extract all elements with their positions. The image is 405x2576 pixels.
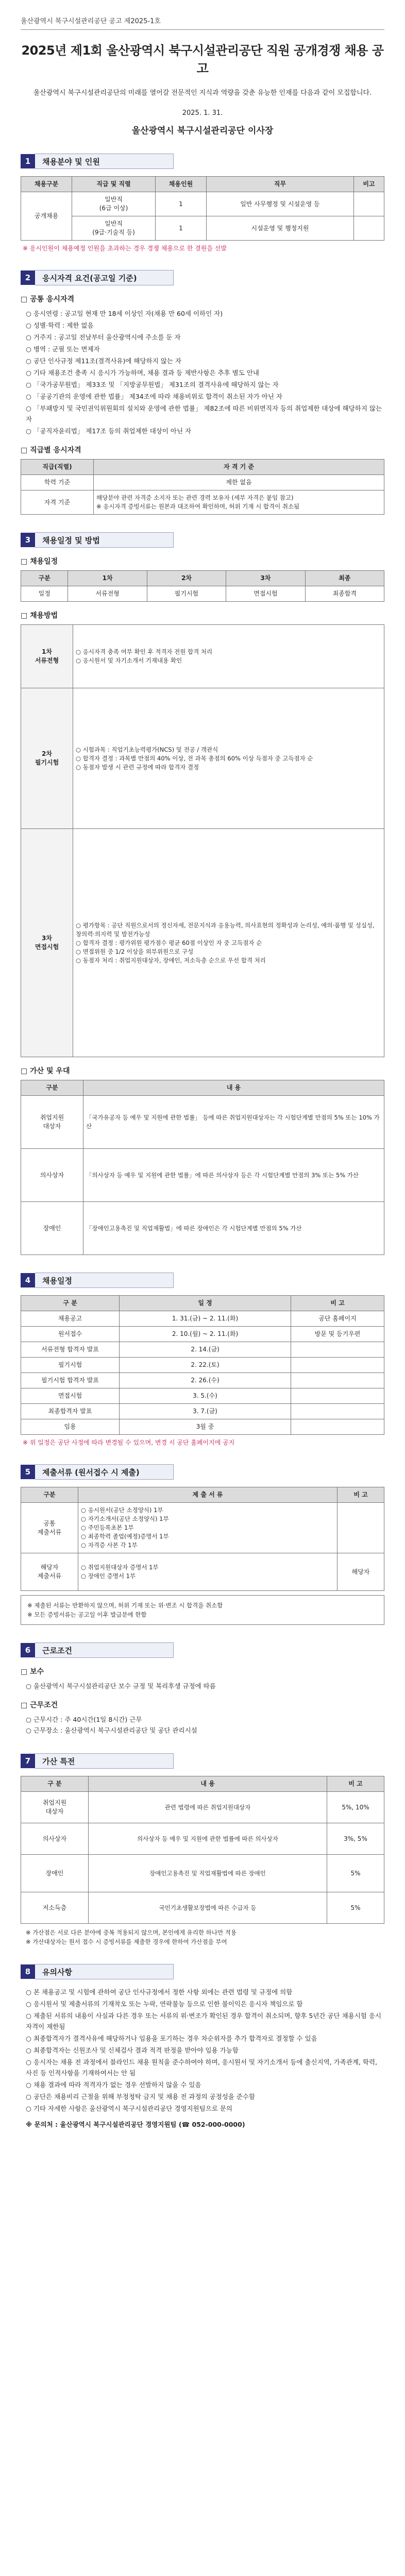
list-item: ○ 「부패방지 및 국민권익위원회의 설치와 운영에 관한 법률」 제82조에 따른 비위면직자 등의 취업제한 대상에 해당하지 않는 자 xyxy=(26,404,382,423)
section-6-header xyxy=(21,1642,384,1658)
col-header: 채용구분 xyxy=(21,177,72,192)
table-row xyxy=(21,1792,384,1823)
list-item: ○ 「국가공무원법」 제33조 및 「지방공무원법」 제31조의 결격사유에 해당하지 않는 자 xyxy=(26,381,279,388)
subheading: □ 가산 및 우대 xyxy=(21,1067,70,1075)
table-row xyxy=(21,1202,384,1255)
cell-note: 방문 및 등기우편 xyxy=(291,1327,384,1342)
notice-page xyxy=(21,0,384,2130)
table-row xyxy=(21,1096,384,1149)
col-header: 직급(직렬) xyxy=(21,460,94,475)
cell-key: 서류전형 합격자 발표 xyxy=(21,1342,120,1358)
cell-value: 장애인고용촉진 및 직업재활법에 따른 장애인 xyxy=(89,1855,327,1892)
cell-value: 「장애인고용촉진 및 직업재활법」에 따른 장애인은 각 시험단계별 만점의 5% 가산 xyxy=(83,1202,384,1255)
cell: 서류전형 xyxy=(68,586,147,602)
section-number: 2 xyxy=(21,270,35,285)
table-row xyxy=(21,1404,384,1419)
recruitment-table xyxy=(21,176,384,241)
cell-key: 저소득층 xyxy=(21,1892,89,1924)
cell-key: 장애인 xyxy=(21,1202,83,1255)
list-item: ○ 성별·학력 : 제한 없음 xyxy=(26,321,94,329)
cell-key: 필기시험 합격자 발표 xyxy=(21,1373,120,1388)
section-title: 응시자격 요건(공고일 기준) xyxy=(35,270,174,285)
col-header: 구분 xyxy=(21,1487,78,1503)
table-row xyxy=(21,192,384,216)
section-4-header xyxy=(21,1273,384,1288)
section-title: 근로조건 xyxy=(35,1642,174,1658)
cell-count: 1 xyxy=(155,192,206,216)
section-3-header xyxy=(21,532,384,548)
subheading: □ 보수 xyxy=(21,1668,44,1676)
section-number: 3 xyxy=(21,533,35,547)
cell-key: 장애인 xyxy=(21,1855,89,1892)
table-row xyxy=(21,1327,384,1342)
cell-value: ○ 취업지원대상자 증명서 1부 ○ 장애인 증명서 1부 xyxy=(78,1553,338,1591)
cell-note: 5% xyxy=(327,1855,384,1892)
table-row xyxy=(21,1311,384,1327)
subheading: □ 채용방법 xyxy=(21,612,58,620)
cell-value: 국민기초생활보장법에 따른 수급자 등 xyxy=(89,1892,327,1924)
cell-value: 관련 법령에 따른 취업지원대상자 xyxy=(89,1792,327,1823)
cell-duty: 일반 사무행정 및 시설운영 등 xyxy=(207,192,354,216)
section-number: 5 xyxy=(21,1465,35,1479)
stage-text: ○ 평가항목 : 공단 직원으로서의 정신자세, 전문지식과 응용능력, 의사표현의 정확성과 논리성, 예의·품행 및 성실성, 창의력·의지력 및 발전가능성 ○ 합격자 결정 : 평가위원 평가점수 평균 60점 이상인 자 중 고득점자 순 ○ 면접위원 중 1/2 이상을 외부위원으로 구성 ○ 동점자 처리 : 취업지원대상자, 장애인, 저소득층 순으로 우선 합격 처리 xyxy=(73,829,384,1057)
table-row xyxy=(21,1553,384,1591)
cell-key: 해당자 제출서류 xyxy=(21,1553,78,1591)
cell: 최종합격 xyxy=(305,586,384,602)
subheading: □ 채용일정 xyxy=(21,557,58,566)
cell-grade: 일반직 (9급·기술직 등) xyxy=(72,216,156,241)
method-table xyxy=(21,624,384,1057)
table-row xyxy=(21,586,384,602)
cell-note: 5%, 10% xyxy=(327,1792,384,1823)
cell-key: 자격 기준 xyxy=(21,490,94,515)
cell-note: 해당자 xyxy=(338,1553,384,1591)
cell-duty: 시설운영 및 행정지원 xyxy=(207,216,354,241)
cell-value: 제한 없음 xyxy=(94,475,384,490)
timeline-table xyxy=(21,1295,384,1435)
cell: 필기시험 xyxy=(147,586,226,602)
col-header: 비 고 xyxy=(338,1487,384,1503)
cell-grade: 일반직 (6급 이상) xyxy=(72,192,156,216)
section-5-header xyxy=(21,1464,384,1480)
stage-text: ○ 응시자격 충족 여부 확인 후 적격자 전원 합격 처리 ○ 응시원서 및 자기소개서 기재내용 확인 xyxy=(73,625,384,688)
table-row xyxy=(21,1358,384,1373)
table-row xyxy=(21,625,384,688)
issuer: 울산광역시 북구시설관리공단 이사장 xyxy=(131,126,274,136)
col-header: 3차 xyxy=(226,571,305,586)
stage-label: 3차 면접시험 xyxy=(21,829,73,1057)
notice-date: 2025. 1. 31. xyxy=(182,109,223,117)
list-item: ○ 「공공기관의 운영에 관한 법률」 제34조에 따라 채용비위로 합격이 취소된 자가 아닌 자 xyxy=(26,393,282,400)
cell-value: 2. 14.(금) xyxy=(120,1342,291,1358)
cell-note xyxy=(338,1503,384,1553)
cell-note xyxy=(353,192,384,216)
list-item: ○ 병역 : 군필 또는 면제자 xyxy=(26,345,100,353)
intro-text: 울산광역시 북구시설관리공단의 미래를 열어갈 전문적인 지식과 역량을 갖춘 유능한 인재를 다음과 같이 모집합니다. xyxy=(33,89,372,97)
col-header: 채용인원 xyxy=(155,177,206,192)
cell-key: 원서접수 xyxy=(21,1327,120,1342)
table-row xyxy=(21,1388,384,1404)
cell-value: 해당분야 관련 자격증 소지자 또는 관련 경력 보유자 (세부 자격은 붙임 참고) ※ 응시자격 증빙서류는 원본과 대조하여 확인하며, 허위 기재 시 합격이 취소됨 xyxy=(94,490,384,515)
col-header: 직무 xyxy=(207,177,354,192)
page-title: 2025년 제1회 울산광역시 북구시설관리공단 직원 공개경쟁 채용 공고 xyxy=(21,43,384,76)
qualification-table xyxy=(21,459,384,515)
table-note: ※ 응시인원이 채용예정 인원을 초과하는 경우 경쟁 채용으로 한 결원을 선발 xyxy=(23,245,227,252)
cell-key: 최종합격자 발표 xyxy=(21,1404,120,1419)
col-header: 구분 xyxy=(21,571,68,586)
table-row xyxy=(21,1342,384,1358)
documents-notes: ※ 제출된 서류는 반환하지 않으며, 허위 기재 또는 위·변조 시 합격을 취소함 ※ 모든 증빙서류는 공고일 이후 발급분에 한함 xyxy=(21,1595,384,1625)
table-row xyxy=(21,1503,384,1553)
cell-value: 3. 7.(금) xyxy=(120,1404,291,1419)
section-number: 6 xyxy=(21,1643,35,1657)
table-row xyxy=(21,1419,384,1435)
list-item: ○ 응시원서 및 제출서류의 기재착오 또는 누락, 연락불능 등으로 인한 불이익은 응시자 책임으로 함 xyxy=(26,2000,303,2008)
section-2-header xyxy=(21,270,384,285)
cell-key: 채용공고 xyxy=(21,1311,120,1327)
list-item: ○ 응시자는 채용 전 과정에서 블라인드 채용 원칙을 준수하여야 하며, 응시원서 및 자기소개서 등에 출신지역, 가족관계, 학력, 사진 등 인적사항을 기재하여서는 안 됨 xyxy=(26,2058,378,2077)
table-row xyxy=(21,490,384,515)
cell-key: 필기시험 xyxy=(21,1358,120,1373)
cell-key: 의사상자 xyxy=(21,1823,89,1855)
cell-count: 1 xyxy=(155,216,206,241)
schedule-table xyxy=(21,570,384,602)
cell-value: ○ 응시원서(공단 소정양식) 1부 ○ 자기소개서(공단 소정양식) 1부 ○ 주민등록초본 1부 ○ 최종학력 졸업(예정)증명서 1부 ○ 자격증 사본 각 1부 xyxy=(78,1503,338,1553)
section-number: 4 xyxy=(21,1273,35,1287)
subheading: □ 직급별 응시자격 xyxy=(21,446,81,454)
stage-label: 1차 서류전형 xyxy=(21,625,73,688)
divider xyxy=(21,29,384,30)
list-item: ○ 최종합격자가 결격사유에 해당하거나 임용을 포기하는 경우 차순위자를 추가 합격자로 결정할 수 있음 xyxy=(26,2035,317,2042)
table-row xyxy=(21,216,384,241)
cell-value: 「의사상자 등 예우 및 지원에 관한 법률」에 따른 의사상자 등은 각 시험단계별 만점의 3% 또는 5% 가산 xyxy=(83,1149,384,1202)
table-row xyxy=(21,1373,384,1388)
col-header: 내 용 xyxy=(83,1080,384,1096)
cell-note xyxy=(291,1342,384,1358)
bonus-table xyxy=(21,1080,384,1255)
pay-text: ○ 울산광역시 북구시설관리공단 보수 규정 및 복리후생 규정에 따름 xyxy=(26,1682,216,1690)
cell: 면접시험 xyxy=(226,586,305,602)
cell-note xyxy=(291,1358,384,1373)
cell-note xyxy=(291,1419,384,1435)
table-row xyxy=(21,475,384,490)
cell-value: 「국가유공자 등 예우 및 지원에 관한 법률」 등에 따른 취업지원대상자는 각 시험단계별 만점의 5% 또는 10% 가산 xyxy=(83,1096,384,1149)
col-header: 비 고 xyxy=(327,1776,384,1792)
section-title: 채용분야 및 인원 xyxy=(35,154,174,169)
section-title: 유의사항 xyxy=(35,1964,174,1979)
list-item: ○ 응시연령 : 공고일 현재 만 18세 이상인 자(채용 만 60세 이하인 자) xyxy=(26,310,223,317)
cell-note xyxy=(353,216,384,241)
section-title: 제출서류 (원서접수 시 제출) xyxy=(35,1464,174,1480)
subheading: □ 근무조건 xyxy=(21,1701,58,1709)
cell-value: 의사상자 등 예우 및 지원에 관한 법률에 따른 의사상자 xyxy=(89,1823,327,1855)
cell-note xyxy=(291,1404,384,1419)
cell-key: 학력 기준 xyxy=(21,475,94,490)
cell-key: 의사상자 xyxy=(21,1149,83,1202)
cell-value: 3. 5.(수) xyxy=(120,1388,291,1404)
section-number: 1 xyxy=(21,154,35,168)
list-item: ○ 「공직자윤리법」 제17조 등의 취업제한 대상이 아닌 자 xyxy=(26,427,192,435)
list-item: ○ 채용 결과에 따라 적격자가 없는 경우 선발하지 않을 수 있음 xyxy=(26,2081,201,2089)
col-header: 내 용 xyxy=(89,1776,327,1792)
section-title: 가산 특전 xyxy=(35,1753,174,1769)
section-title: 채용일정 xyxy=(35,1273,174,1288)
table-row xyxy=(21,1823,384,1855)
col-header: 제 출 서 류 xyxy=(78,1487,338,1503)
section-number: 7 xyxy=(21,1754,35,1768)
subheading: □ 공통 응시자격 xyxy=(21,295,75,303)
section-8-header xyxy=(21,1964,384,1979)
cell-note: 3%, 5% xyxy=(327,1823,384,1855)
section-7-header xyxy=(21,1753,384,1769)
col-header: 비고 xyxy=(353,177,384,192)
table-row xyxy=(21,688,384,829)
cell-key: 공통 제출서류 xyxy=(21,1503,78,1553)
table-row xyxy=(21,1855,384,1892)
table-row xyxy=(21,829,384,1057)
col-header: 비 고 xyxy=(291,1296,384,1311)
stage-label: 2차 필기시험 xyxy=(21,688,73,829)
col-header: 일 정 xyxy=(120,1296,291,1311)
col-header: 구분 xyxy=(21,1080,83,1096)
list-item: ○ 본 채용공고 및 시험에 관하여 공단 인사규정에서 정한 사항 외에는 관련 법령 및 규정에 의함 xyxy=(26,1988,293,1996)
col-header: 1차 xyxy=(68,571,147,586)
cell-note: 5% xyxy=(327,1892,384,1924)
cell-value: 3월 중 xyxy=(120,1419,291,1435)
list-item: ○ 제출된 서류의 내용이 사실과 다른 경우 또는 서류의 위·변조가 확인된 경우 합격이 취소되며, 향후 5년간 공단 채용시험 응시자격이 제한됨 xyxy=(26,2012,382,2030)
table-row xyxy=(21,1892,384,1924)
cell-group: 공개채용 xyxy=(21,192,72,241)
list-item: ○ 최종합격자는 신원조사 및 신체검사 결과 적격 판정을 받아야 임용 가능함 xyxy=(26,2046,239,2054)
table-note: ※ 위 일정은 공단 사정에 따라 변경될 수 있으며, 변경 시 공단 홈페이지에 공지 xyxy=(23,1439,235,1446)
list-item: ○ 기타 자세한 사항은 울산광역시 북구시설관리공단 경영지원팀으로 문의 xyxy=(26,2105,232,2112)
bonus-notes: ※ 가산점은 서로 다른 분야에 중복 적용되지 않으며, 본인에게 유리한 하나만 적용 ※ 가산대상자는 원서 접수 시 증빙서류를 제출한 경우에 한하여 가산점을 부여 xyxy=(26,1929,237,1945)
list-item: ○ 공단 인사규정 제11조(결격사유)에 해당하지 않는 자 xyxy=(26,357,181,365)
table-row xyxy=(21,1149,384,1202)
cell-value: 2. 26.(수) xyxy=(120,1373,291,1388)
section-1-header xyxy=(21,154,384,169)
col-header: 구 분 xyxy=(21,1296,120,1311)
cell-key: 임용 xyxy=(21,1419,120,1435)
documents-table xyxy=(21,1487,384,1591)
list-item: ○ 기타 채용조건 충족 시 응시가 가능하며, 채용 결과 등 제반사항은 추후 별도 안내 xyxy=(26,369,259,377)
cell-note xyxy=(291,1373,384,1388)
cell-value: 2. 22.(토) xyxy=(120,1358,291,1373)
notice-number: 울산광역시 북구시설관리공단 공고 제2025-1호 xyxy=(21,18,161,25)
list-item: ○ 공단은 채용비리 근절을 위해 부정청탁 금지 및 채용 전 과정의 공정성을 준수함 xyxy=(26,2093,255,2100)
col-header: 최종 xyxy=(305,571,384,586)
section-number: 8 xyxy=(21,1964,35,1979)
contact-info: ※ 문의처 : 울산광역시 북구시설관리공단 경영지원팀 (☎ 052-000-0000) xyxy=(26,2121,245,2128)
caution-list xyxy=(26,1987,384,2114)
work-text: ○ 근무시간 : 주 40시간(1일 8시간) 근무 ○ 근무장소 : 울산광역시 북구시설관리공단 및 공단 관리시설 xyxy=(26,1716,197,1734)
cell-note xyxy=(291,1388,384,1404)
cell: 일정 xyxy=(21,586,68,602)
col-header: 자 격 기 준 xyxy=(94,460,384,475)
list-item: ○ 거주지 : 공고일 전날부터 울산광역시에 주소를 둔 자 xyxy=(26,333,181,341)
col-header: 직급 및 직렬 xyxy=(72,177,156,192)
section-title: 채용일정 및 방법 xyxy=(35,532,174,548)
cell-value: 1. 31.(금) ~ 2. 11.(화) xyxy=(120,1311,291,1327)
cell-key: 취업지원 대상자 xyxy=(21,1096,83,1149)
bonus-points-table xyxy=(21,1776,384,1924)
col-header: 구 분 xyxy=(21,1776,89,1792)
cell-key: 취업지원 대상자 xyxy=(21,1792,89,1823)
col-header: 2차 xyxy=(147,571,226,586)
cell-value: 2. 10.(월) ~ 2. 11.(화) xyxy=(120,1327,291,1342)
cell-note: 공단 홈페이지 xyxy=(291,1311,384,1327)
qualification-list xyxy=(26,308,384,436)
stage-text: ○ 시험과목 : 직업기초능력평가(NCS) 및 전공 / 객관식 ○ 합격자 결정 : 과목별 만점의 40% 이상, 전 과목 총점의 60% 이상 득점자 중 고득점자 순 ○ 동점자 발생 시 관련 규정에 따라 합격자 결정 xyxy=(73,688,384,829)
cell-key: 면접시험 xyxy=(21,1388,120,1404)
